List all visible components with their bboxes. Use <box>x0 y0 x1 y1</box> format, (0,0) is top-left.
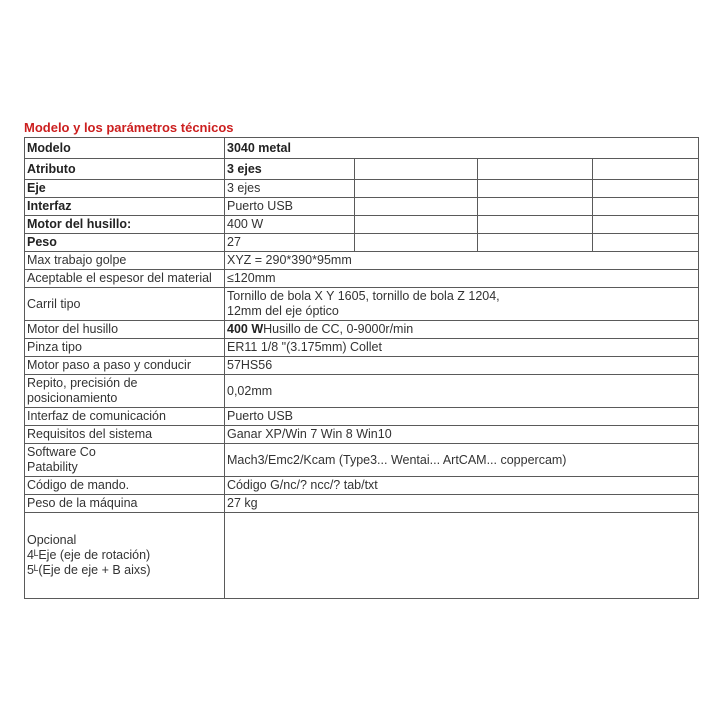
label-cell: Carril tipo <box>25 288 225 321</box>
empty-cell <box>593 216 699 234</box>
label-line: Patability <box>27 460 78 474</box>
label-cell: Aceptable el espesor del material <box>25 270 225 288</box>
value-cell: Puerto USB <box>225 198 355 216</box>
label-cell: Motor paso a paso y conducir <box>25 357 225 375</box>
empty-cell <box>478 216 593 234</box>
table-row <box>25 357 699 375</box>
label-cell <box>25 444 225 477</box>
table-row <box>25 180 699 198</box>
label-cell: Motor del husillo <box>25 321 225 339</box>
label-cell: Modelo <box>25 138 225 159</box>
table-row <box>25 321 699 339</box>
empty-cell <box>355 216 478 234</box>
value-line: 12mm del eje óptico <box>227 304 339 318</box>
table-row <box>25 339 699 357</box>
value-line: Tornillo de bola X Y 1605, tornillo de bola Z 1204, <box>227 289 500 303</box>
value-cell <box>225 321 699 339</box>
value-cell: Mach3/Emc2/Kcam (Type3... Wentai... ArtCAM... coppercam) <box>225 444 699 477</box>
value-bold: 400 W <box>227 322 264 336</box>
value-cell: 27 kg <box>225 495 699 513</box>
spec-table <box>24 137 699 599</box>
empty-cell <box>355 159 478 180</box>
table-row <box>25 408 699 426</box>
table-row <box>25 252 699 270</box>
table-row <box>25 216 699 234</box>
value-cell: Ganar XP/Win 7 Win 8 Win10 <box>225 426 699 444</box>
value-cell <box>225 288 699 321</box>
label-line: Opcional <box>27 533 77 547</box>
label-cell: Código de mando. <box>25 477 225 495</box>
label-cell <box>25 513 225 599</box>
table-row <box>25 288 699 321</box>
empty-cell <box>593 159 699 180</box>
section-title: Modelo y los parámetros técnicos <box>24 120 234 135</box>
label-cell <box>25 375 225 408</box>
label-cell: Atributo <box>25 159 225 180</box>
table-row <box>25 234 699 252</box>
label-cell: Requisitos del sistema <box>25 426 225 444</box>
table-row <box>25 444 699 477</box>
label-line: 4ᴸEje (eje de rotación) <box>27 548 151 562</box>
empty-cell <box>593 180 699 198</box>
value-cell: 27 <box>225 234 355 252</box>
label-line: Software Co <box>27 445 96 459</box>
table-row <box>25 159 699 180</box>
table-row <box>25 477 699 495</box>
value-cell: Código G/nc/? ncc/? tab/txt <box>225 477 699 495</box>
value-cell: Puerto USB <box>225 408 699 426</box>
empty-cell <box>478 180 593 198</box>
table-row <box>25 270 699 288</box>
value-cell: 3 ejes <box>225 180 355 198</box>
label-cell: Pinza tipo <box>25 339 225 357</box>
empty-cell <box>478 234 593 252</box>
label-cell: Max trabajo golpe <box>25 252 225 270</box>
label-line: 5ᴸ(Eje de eje + B aixs) <box>27 563 151 577</box>
label-cell: Interfaz de comunicación <box>25 408 225 426</box>
value-cell <box>225 513 699 599</box>
value-cell: 400 W <box>225 216 355 234</box>
value-cell: 0,02mm <box>225 375 699 408</box>
table-row <box>25 426 699 444</box>
table-row <box>25 198 699 216</box>
empty-cell <box>355 180 478 198</box>
label-line: posicionamiento <box>27 391 118 405</box>
value-cell: ER11 1/8 "(3.175mm) Collet <box>225 339 699 357</box>
label-cell: Eje <box>25 180 225 198</box>
table-row <box>25 138 699 159</box>
label-cell: Motor del husillo: <box>25 216 225 234</box>
label-cell: Peso de la máquina <box>25 495 225 513</box>
table-row <box>25 375 699 408</box>
table-row <box>25 495 699 513</box>
label-line: Repito, precisión de <box>27 376 138 390</box>
value-text: Husillo de CC, 0-9000r/min <box>263 322 414 336</box>
empty-cell <box>593 234 699 252</box>
label-cell: Peso <box>25 234 225 252</box>
value-cell: 3 ejes <box>225 159 355 180</box>
empty-cell <box>355 234 478 252</box>
empty-cell <box>355 198 478 216</box>
empty-cell <box>478 159 593 180</box>
label-cell: Interfaz <box>25 198 225 216</box>
value-cell: ≤120mm <box>225 270 699 288</box>
empty-cell <box>478 198 593 216</box>
empty-cell <box>593 198 699 216</box>
value-cell: 57HS56 <box>225 357 699 375</box>
value-cell: XYZ = 290*390*95mm <box>225 252 699 270</box>
table-row <box>25 513 699 599</box>
value-cell: 3040 metal <box>225 138 699 159</box>
